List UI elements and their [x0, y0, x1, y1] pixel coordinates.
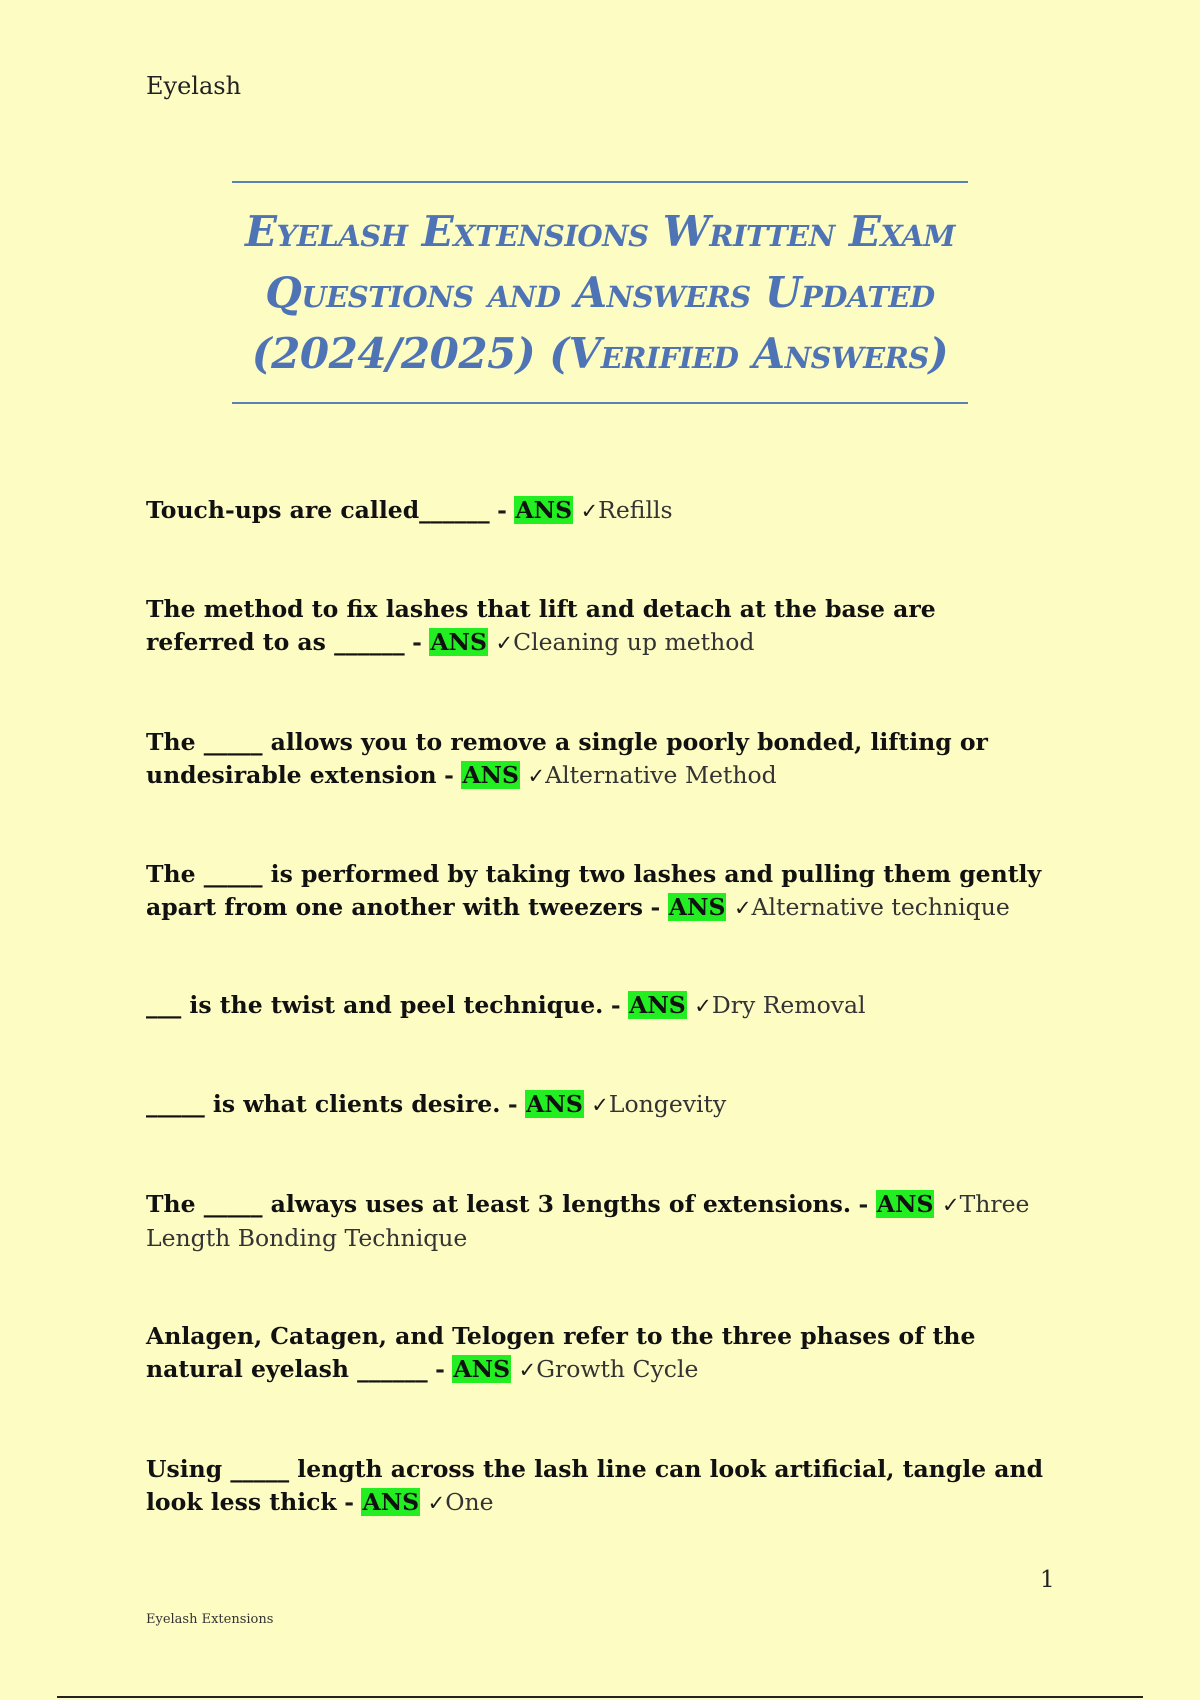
question-text: The _____ always uses at least 3 lengths of extensions.: [146, 1190, 852, 1218]
qa-item: [146, 1188, 1046, 1255]
title-line-2: Questions and Answers Updated: [265, 268, 935, 317]
check-icon: ✓: [427, 1491, 446, 1515]
separator: -: [610, 991, 621, 1019]
title-line-1: Eyelash Extensions Written Exam: [245, 207, 955, 256]
qa-item: [146, 1320, 1046, 1387]
answer-text: Cleaning up method: [513, 628, 755, 656]
separator: -: [435, 1355, 445, 1383]
qa-item: [146, 726, 1046, 793]
check-icon: ✓: [518, 1358, 537, 1382]
answer-text: Dry Removal: [711, 991, 866, 1019]
ans-badge: ANS: [453, 1355, 511, 1383]
question-text: The method to fix lashes that lift and detach at the base are referred to as ______: [146, 595, 936, 656]
running-header: Eyelash: [146, 72, 242, 100]
check-icon: ✓: [527, 764, 546, 788]
ans-badge: ANS: [430, 628, 487, 656]
ans-badge: ANS: [515, 496, 573, 524]
answer-text: Alternative technique: [751, 893, 1010, 921]
separator: -: [412, 628, 422, 656]
page-number: 1: [1040, 1567, 1055, 1593]
separator: -: [497, 496, 507, 524]
question-text: Using _____ length across the lash line can look artificial, tangle and look less thick: [146, 1455, 1044, 1516]
check-icon: ✓: [591, 1093, 609, 1117]
title-line-3: (2024/2025) (Verified Answers): [251, 329, 949, 378]
separator: -: [344, 1488, 354, 1516]
answer-text: Three Length Bonding Technique: [146, 1190, 1030, 1252]
question-text: The _____ allows you to remove a single poorly bonded, lifting or undesirable extension: [146, 728, 988, 789]
ans-badge: ANS: [629, 991, 686, 1019]
question-text: The _____ is performed by taking two lashes and pulling them gently apart from one another with tweezers: [146, 860, 1042, 921]
separator: -: [650, 893, 661, 921]
document-title: [232, 181, 968, 404]
qa-item: [146, 494, 1046, 528]
running-footer: Eyelash Extensions: [146, 1612, 274, 1627]
question-text: Anlagen, Catagen, and Telogen refer to the three phases of the natural eyelash ______: [146, 1322, 976, 1383]
footer-divider: [57, 1696, 1143, 1698]
ans-badge: ANS: [462, 761, 520, 789]
check-icon: ✓: [733, 896, 752, 920]
qa-item: [146, 1453, 1046, 1520]
answer-text: Growth Cycle: [536, 1355, 699, 1383]
answer-text: Alternative Method: [545, 761, 777, 789]
check-icon: ✓: [694, 994, 712, 1018]
qa-item: [146, 593, 1046, 660]
qa-item: [146, 1088, 1046, 1122]
separator: -: [858, 1190, 869, 1218]
ans-badge: ANS: [668, 893, 726, 921]
ans-badge: ANS: [876, 1190, 934, 1218]
answer-text: Refills: [598, 496, 673, 524]
separator: -: [444, 761, 454, 789]
question-text: _____ is what clients desire.: [146, 1090, 501, 1118]
ans-badge: ANS: [362, 1488, 420, 1516]
answer-text: Longevity: [608, 1090, 727, 1118]
ans-badge: ANS: [526, 1090, 583, 1118]
check-icon: ✓: [495, 631, 514, 655]
qa-item: [146, 858, 1046, 925]
answer-text: One: [445, 1488, 494, 1516]
qa-item: [146, 989, 1046, 1023]
check-icon: ✓: [941, 1193, 960, 1217]
check-icon: ✓: [580, 499, 599, 523]
question-text: Touch-ups are called______: [146, 496, 490, 524]
question-text: ___ is the twist and peel technique.: [146, 991, 604, 1019]
separator: -: [507, 1090, 518, 1118]
